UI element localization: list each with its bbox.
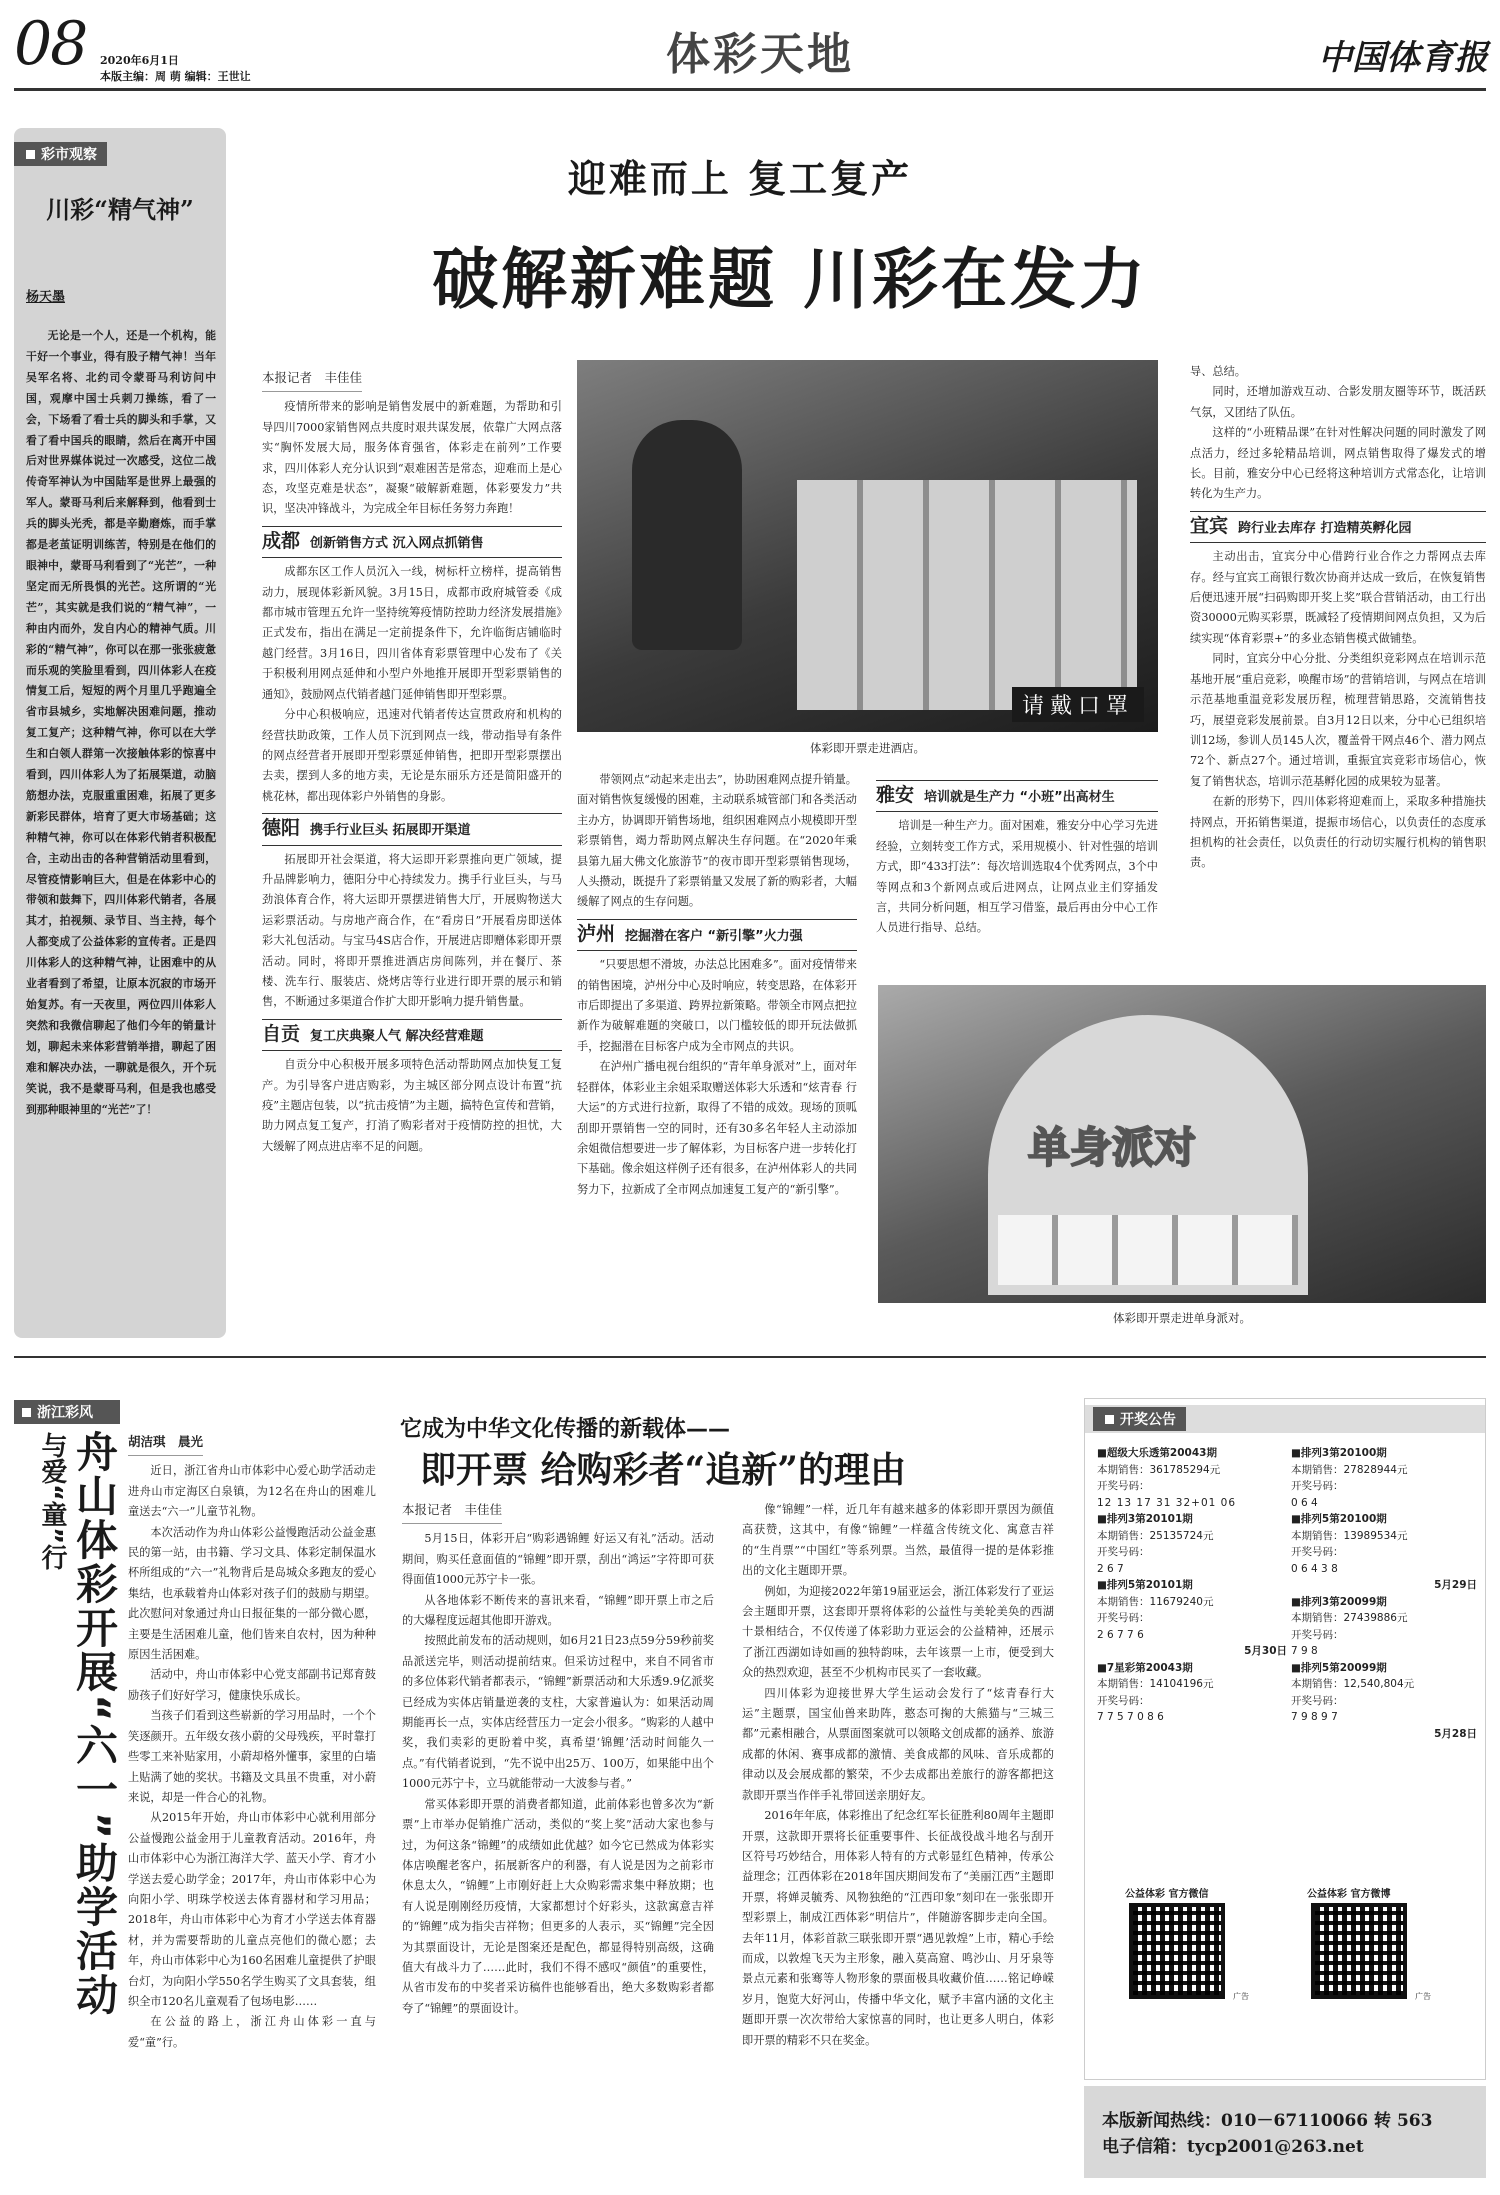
sidebar-body: 无论是一个人，还是一个机构，能干好一个事业，得有股子精气神！当年吴军名将、北约司令蒙哥马利访问中国，观摩中国士兵刺刀操练，看了一会，下场看了看士兵的脚头和手掌，又看了看中国兵的眼睛，然后在离开中国后对世界媒体说过一次感受，这位二战传奇军神认为中国陆军是世界上最强的军人。蒙哥马利后来解释到，他看到士兵的脚头光秃，都是辛勤磨炼，而手掌都是老茧证明训练苦，特别是在他们的眼神中，蒙哥马利看到了“光芒”，一种坚定而无所畏惧的光芒。这所谓的“光芒”，其实就是我们说的“精气神”，一种由内而外，发自内心的精神气质。川彩的“精气神”，你可以在那一张张疲惫而乐观的笑脸里看到，四川体彩人在疫情复工后，短短的两个月里几乎跑遍全省市县城乡，实地解决困难问题，推动复工复产；这种精气神，你可以在大学生和白领人群第一次接触体彩的惊喜中看到，四川体彩人为了拓展渠道，动脑筋想办法，克服重重困难，拓展了更多新彩民群体，培育了更大市场基础；这种精气神，你可以在体彩代销者积极配合，主动出击的各种营销活动里看到，尽管疫情影响巨大，但是在体彩中心的带领和鼓舞下，四川体彩代销者，各展其才，拍视频、录节目、当主持，每个人都变成了公益体彩的宣传者。正是四川体彩人的这种精气神，让困难中的从业者看到了希望，让原本沉寂的市场开始复苏。有一天夜里，两位四川体彩人突然和我微信聊起了他们今年的销量计划，聊起未来体彩营销举措，聊起了困难和解决办法，一聊就是很久，开个玩笑说，我不是蒙哥马利，但是我也感受到那种眼神里的“光芒”了！ bbox=[26, 329, 216, 1116]
main-column-3: 雅安 培训就是生产力 “小班”出高材生 培训是一种生产力。面对困难，雅安分中心学习先进经验，立刻转变工作方式，采用规模小、针对性强的培训方式，即“433打法”：每次培训选取4个优秀网点，3个中等网点和3个新网点或后进网点，让网点业主们穿插发言，共同分析问题，相互学习借鉴，最后再由分中心工作人员进行指导、总结。 bbox=[876, 780, 1158, 970]
person-figure bbox=[632, 420, 742, 650]
ad-label-1: 广告 bbox=[1233, 1992, 1249, 2001]
square-icon bbox=[22, 1408, 31, 1417]
subhead-chengdu: 成都 创新销售方式 沉入网点抓销售 bbox=[262, 526, 562, 558]
jikai-kicker: 它成为中华文化传播的新载体—— bbox=[400, 1417, 731, 1442]
subhead-zigong: 自贡 复工庆典聚人气 解决经营难题 bbox=[262, 1019, 562, 1051]
square-icon bbox=[26, 150, 35, 159]
lottery-announcement-box bbox=[1084, 1398, 1486, 2080]
main-intro: 疫情所带来的影响是销售发展中的新难题，为帮助和引导四川7000家销售网点共度时艰共谋发展，依靠广大网点落实“胸怀发展大局，服务体育强省，体彩走在前列”工作要求，四川体彩人充分认识到“艰难困苦是常态，迎难而上是心态，攻坚克难是状态”，凝聚“破解新难题，体彩要发力”共识，坚决冲锋战斗，为完成全年目标任务努力奔跑！ bbox=[262, 400, 562, 516]
sidebar-commentary-box bbox=[14, 128, 226, 1338]
zhejiang-headline: 舟山体彩开展“六一”助学活动 bbox=[70, 1430, 119, 2018]
subhead-yaan: 雅安 培训就是生产力 “小班”出高材生 bbox=[876, 780, 1158, 812]
subhead-luzhou: 泸州 挖掘潜在客户 “新引擎”火力强 bbox=[577, 919, 857, 951]
sidebar-title: 川彩“精气神” bbox=[46, 195, 194, 224]
zhejiang-body: 胡洁琪 晨光 近日，浙江省舟山市体彩中心爱心助学活动走进舟山市定海区白泉镇，为12名在舟山的困难儿童送去“六一”儿童节礼物。 本次活动作为舟山体彩公益慢跑活动公益金惠民的第一站，由书籍、学习文具、体彩定制保温水杯所组成的“六一”礼物背后是岛城众多跑友的爱心集结，也承载着舟山体彩对孩子们的鼓励与期望。此次慰问对象通过舟山日报征集的一部分微心愿，主要是生活困难儿童，他们皆来自农村，因为种种原因生活困难。 活动中，舟山市体彩中心党支部副书记郑育鼓励孩子们好好学习，健康快乐成长。 当孩子们看到这些崭新的学习用品时，一个个笑逐颜开。五年级女孩小蔚的父母残疾，平时靠打些零工来补贴家用，小蔚却格外懂事，家里的白墙上贴满了她的奖状。书籍及文具虽不贵重，对小蔚来说，却是一件合心的礼物。 从2015年开始，舟山市体彩中心就利用部分公益慢跑公益金用于儿童教育活动。2016年，舟山市体彩中心为浙江海洋大学、蓝天小学、育才小学送去爱心助学金；2017年，舟山市体彩中心为向阳小学、明珠学校送去体育器材和学习用品；2018年，舟山市体彩中心为育才小学送去体育器材，并为需要帮助的儿童点亮他们的微心愿；去年，舟山市体彩中心为160名困难儿童提供了护眼台灯，为向阳小学550名学生购买了文具套装，组织全市120名儿童观看了包场电影…… 在公益的路上，浙江舟山体彩一直与爱“童”行。 bbox=[128, 1434, 376, 2049]
zhejiang-side-title: 与爱“童”行 bbox=[37, 1432, 67, 1571]
jikai-headline: 即开票 给购彩者“追新”的理由 bbox=[420, 1449, 906, 1491]
header-rule bbox=[14, 88, 1486, 91]
zhejiang-tag: 浙江彩风 bbox=[14, 1400, 120, 1424]
photo1-caption: 体彩即开票走进酒店。 bbox=[810, 741, 925, 755]
qr-weibo-icon bbox=[1311, 1903, 1407, 1999]
news-hotline: 本版新闻热线：010－67110066 转 563 bbox=[1102, 2111, 1433, 2131]
main-headline: 破解新难题 川彩在发力 bbox=[432, 241, 1148, 318]
main-kicker: 迎难而上 复工复产 bbox=[567, 156, 913, 201]
lottery-right-col: ■排列3第20100期 本期销售：27828944元 开奖号码： 0 6 4 ■排列5第20100期 本期销售：13989534元 开奖号码： 0 6 4 3 8 5月29日 ■排列3第20099期 本期销售：27439886元 开奖号码： 7 9 8 ■排列5第20099期 本期销售：12,540,804元 开奖号码： 7 9 8 9 7 5月28日 bbox=[1291, 1447, 1477, 1740]
qr-wechat-label: 公益体彩 官方微信 bbox=[1125, 1889, 1209, 1900]
section-divider bbox=[14, 1356, 1486, 1358]
square-icon bbox=[1105, 1415, 1114, 1424]
sponsor-boards bbox=[998, 1215, 1298, 1285]
lottery-tag: 开奖公告 bbox=[1093, 1407, 1186, 1431]
jikai-body: 本报记者 丰佳佳 5月15日，体彩开启“购彩遇锦鲤 好运又有礼”活动。活动期间，购买任意面值的“锦鲤”即开票，刮出“鸿运”字符即可获得面值1000元苏宁卡一张。 从各地体彩不断传来的喜讯来看，“锦鲤”即开票上市之后的大爆程度远超其他即开游戏。 按照此前发布的活动规则，如6月21日23点59分59秒前奖品派送完毕，则活动提前结束。但采访过程中，来自不同省市的多位体彩代销者都表示，“锦鲤”新票活动和大乐透9.9亿派奖已经成为实体店销量逆袭的支柱，大家普遍认为：如果活动周期能再长一点，实体店经营压力一定会小很多。“购彩的人越中奖，我们卖彩的更盼着中奖，真希望‘锦鲤’活动时间能久一点。”有代销者说到，“先不说中出25万、100万，如果能中出个1000元苏宁卡，立马就能带动一大波参与者。” 常买体彩即开票的消费者都知道，此前体彩也曾多次为“新票”上市举办促销推广活动，类似的“奖上奖”活动大家也参与过，为何这条“锦鲤”的成绩如此优越？如今它已然成为体彩实体店唤醒老客户，拓展新客户的利器，有人说是因为之前彩市休息太久，“锦鲤”上市刚好赶上大众购彩需求集中释放期；也有人说是刚刚经历疫情，大家都想讨个好彩头，这款寓意吉祥的“锦鲤”成为指尖吉祥物；但更多的人表示，买“锦鲤”完全因为其票面设计，无论是图案还是配色，都显得特别高级，这确值大有战斗力了……此时，我们不得不感叹“颜值”的重要性，从省市发布的中奖者采访稿件也能够看出，绝大多数购彩者都夸了“锦鲤”的票面设计。 像“锦鲤”一样，近几年有越来越多的体彩即开票因为颜值高获赞，这其中，有像“锦鲤”一样蕴含传统文化、寓意吉祥的“生肖票”“中国红”等系列票。当然，最值得一提的是体彩推出的文化主题即开票。 例如，为迎接2022年第19届亚运会，浙江体彩发行了亚运会主题即开票，这套即开票将体彩的公益性与美轮美奂的西湖十景相结合，不仅传递了体彩助力亚运会的公益精神，还展示了浙江西湖如诗如画的独特韵味，去年该票一上市，便受到大众的热烈欢迎，甚至不少机构市民买了一套收藏。 四川体彩为迎接世界大学生运动会发行了“炫青春行大运”主题票，国宝仙兽来助阵，憨态可掬的大熊猫与“三城三都”元素相融合，从票面图案就可以领略文创成都的涵养、旅游成都的休闲、赛事成都的激情、美食成都的风味、音乐成都的律动以及会展成都的繁荣，不少去成都出差旅行的游客都把这款即开票当作伴手礼带回送亲朋好友。 2016年年底，体彩推出了纪念红军长征胜利80周年主题即开票，这款即开票将长征重要事件、长征战役战斗地名与刮开区符号巧妙结合，用体彩人特有的方式彰显红色精神，传承公益理念；江西体彩在2018年国庆期间发布了“美丽江西”主题即开票，将婵灵毓秀、风物独绝的“江西印象”刻印在一张张即开型彩票上，制成江西体彩“明信片”，伴随游客脚步走向全国。去年11月，体彩首款三联张即开票“遇见敦煌”上市，精心手绘而成，以敦煌飞天为主形象，融入莫高窟、鸣沙山、月牙泉等景点元素和张骞等人物形象的票面极具收藏价值……铭记峥嵘岁月，饱览大好河山，传播中华文化，赋予丰富内涵的文化主题即开票一次次带给大家惊喜的同时，也让更多人明白，体彩即开票的精彩不只在奖金。 bbox=[402, 1502, 1054, 2047]
issue-date: 2020年6月1日 bbox=[100, 54, 179, 67]
photo-shelf bbox=[797, 480, 1137, 710]
mask-sign: 请戴口罩 bbox=[1012, 687, 1144, 722]
paper-name: 中国体育报 bbox=[1318, 38, 1488, 78]
section-title: 体彩天地 bbox=[666, 29, 854, 80]
main-column-1: 本报记者 丰佳佳 疫情所带来的影响是销售发展中的新难题，为帮助和引导四川7000家销售网点共度时艰共谋发展，依靠广大网点落实“胸怀发展大局，服务体育强省，体彩走在前列”工作要求，四川体彩人充分认识到“艰难困苦是常态，迎难而上是心态，攻坚克难是状态”，凝聚“破解新难题，体彩要发力”共识，坚决冲锋战斗，为完成全年目标任务努力奔跑！ 成都 创新销售方式 沉入网点抓销售 成都东区工作人员沉入一线，树标杆立榜样，提高销售动力，展现体彩新风貌。3月15日，成都市政府城管委《成都市城市管理五允许一坚持统筹疫情防控助力经济发展措施》正式发布，指出在满足一定前提条件下，允许临街店铺临时越门经营。3月16日，四川省体育彩票管理中心发布了《关于积极利用网点延伸和小型户外地推开展即开型彩票销售的通知》，鼓励网点代销者越门延伸销售即开型彩票。 分中心积极响应，迅速对代销者传达宣贯政府和机构的经营扶助政策，工作人员下沉到网点一线，带动指导有条件的网点经营者开展即开型彩票延伸销售，把即开型彩票摆出去卖，摆到人多的地方卖，无论是东丽乐方还是简阳盛开的桃花林，都出现体彩户外销售的身影。 德阳 携手行业巨头 拓展即开渠道 拓展即开社会渠道，将大运即开彩票推向更广领域，提升品牌影响力，德阳分中心持续发力。携手行业巨头，与马劲浪体育合作，将大运即开票摆进销售大厅，开展购物送大运彩票活动。与房地产商合作，在“看房日”开展看房即送体彩大礼包活动。与宝马4S店合作，开展进店即赠体彩即开票活动。同时，将即开票推进酒店房间陈列，并在餐厅、茶楼、洗车行、服装店、烧烤店等行业进行即开票的展示和销售，不断通过多渠道合作扩大即开影响力提升销售量。 自贡 复工庆典聚人气 解决经营难题 自贡分中心积极开展多项特色活动帮助网点加快复工复产。为引导客户进店购彩，为主城区部分网点设计布置“抗疫”主题店包装，以“抗击疫情”为主题，搞特色宣传和营销，助力网点复工复产，打消了购彩者对于疫情防控的担忧，大大缓解了网点进店率不足的问题。 bbox=[262, 370, 562, 1153]
sidebar-tag: 彩市观察 bbox=[14, 142, 107, 166]
main-column-2: 带领网点“动起来走出去”，协助困难网点提升销量。面对销售恢复缓慢的困难，主动联系城管部门和各类活动主办方，协调即开销售场地，组织困难网点小规模即开型彩票销售，竭力帮助网点解决生存问题。在“2020年乘县第九届大佛文化旅游节”的夜市即开型彩票销售现场，人头攒动，既提升了彩票销量又发展了新的购彩者，大幅缓解了网点的生存问题。 泸州 挖掘潜在客户 “新引擎”火力强 “只要思想不滑坡，办法总比困难多”。面对疫情带来的销售困境，泸州分中心及时响应，转变思路，在体彩开市后即提出了多渠道、跨界拉新策略。带领全市网点把拉新作为破解难题的突破口，以门槛较低的即开玩法做抓手，挖掘潜在目标客户成为全市网点的共识。 在泸州广播电视台组织的“青年单身派对”上，面对年轻群体，体彩业主余姐采取赠送体彩大乐透和“炫青春 行大运”的方式进行拉新，取得了不错的成效。现场的顶呱刮即开票销售一空的同时，还有30多名年轻人主动添加余姐微信想要进一步了解体彩，为目标客户进一步转化打下基础。像余姐这样例子还有很多，在泸州体彩人的共同努力下，拉新成了全市网点加速复工复产的“新引擎”。 bbox=[577, 773, 857, 1196]
zhejiang-author: 胡洁琪 晨光 bbox=[128, 1432, 203, 1456]
qr-weibo-label: 公益体彩 官方微博 bbox=[1307, 1889, 1391, 1900]
contact-box bbox=[1084, 2086, 1486, 2178]
main-column-4: 导、总结。 同时，还增加游戏互动、合影发朋友圈等环节，既活跃气氛，又团结了队伍。 这样的“小班精品课”在针对性解决问题的同时激发了网点活力，经过多轮精品培训，网点销售取得了爆发式的增长。目前，雅安分中心已经将这种培训方式常态化，让培训转化为生产力。 宜宾 跨行业去库存 打造精英孵化园 主动出击，宜宾分中心借跨行业合作之力帮网点去库存。经与宜宾工商银行数次协商并达成一致后，在恢复销售后便迅速开展“扫码购即开奖上奖”联合营销活动，由工行出资30000元购买彩票，既减轻了疫情期间网点负担，又为后续实现“体育彩票+”的多业态销售模式做铺垫。 同时，宜宾分中心分批、分类组织竞彩网点在培训示范基地开展“重启竞彩，唤醒市场”的营销培训，与网点在培训示范基地重温竞彩发展历程，梳理营销思路，交流销售技巧，展望竞彩发展前景。自3月12日以来，分中心已组织培训12场，参训人员145人次，覆盖骨干网点46个、潜力网点72个、新点27个。通过培训，重振宜宾竞彩市场信心，恢复了销售状态，培训示范基孵化园的成果较为显著。 在新的形势下，四川体彩将迎难而上，采取多种措施扶持网点，开拓销售渠道，提振市场信心，以负责任的态度承担机构的社会责任，以负责任的行动切实履行机构的销售职责。 bbox=[1190, 365, 1486, 870]
jikai-byline: 本报记者 丰佳佳 bbox=[402, 1500, 502, 1524]
qr-wechat-icon bbox=[1129, 1903, 1225, 1999]
party-sign: 单身派对 bbox=[1028, 1123, 1197, 1172]
photo-singles-party bbox=[878, 985, 1486, 1303]
editor-line: 本版主编：周 萌 编辑：王世让 bbox=[100, 70, 251, 83]
subhead-deyang: 德阳 携手行业巨头 拓展即开渠道 bbox=[262, 813, 562, 845]
lottery-left-col: ■超级大乐透第20043期 本期销售：361785294元 开奖号码： 12 13 17 31 32+01 06 ■排列3第20101期 本期销售：25135724元 开奖号码： 2 6 7 ■排列5第20101期 本期销售：11679240元 开奖号码： 2 6 7 7 6 5月30日 ■7星彩第20043期 本期销售：14104196元 开奖号码： 7 7 5 7 0 8 6 bbox=[1097, 1447, 1287, 1723]
photo-hotel-lottery bbox=[577, 360, 1158, 732]
page-number: 08 bbox=[14, 9, 87, 79]
subhead-yibin: 宜宾 跨行业去库存 打造精英孵化园 bbox=[1190, 511, 1486, 543]
main-byline: 本报记者 丰佳佳 bbox=[262, 368, 362, 392]
photo2-caption: 体彩即开票走进单身派对。 bbox=[1113, 1311, 1251, 1325]
contact-email: 电子信箱：tycp2001@263.net bbox=[1102, 2137, 1364, 2157]
ad-label-2: 广告 bbox=[1415, 1992, 1431, 2001]
sidebar-author: 杨天墨 bbox=[26, 290, 66, 305]
